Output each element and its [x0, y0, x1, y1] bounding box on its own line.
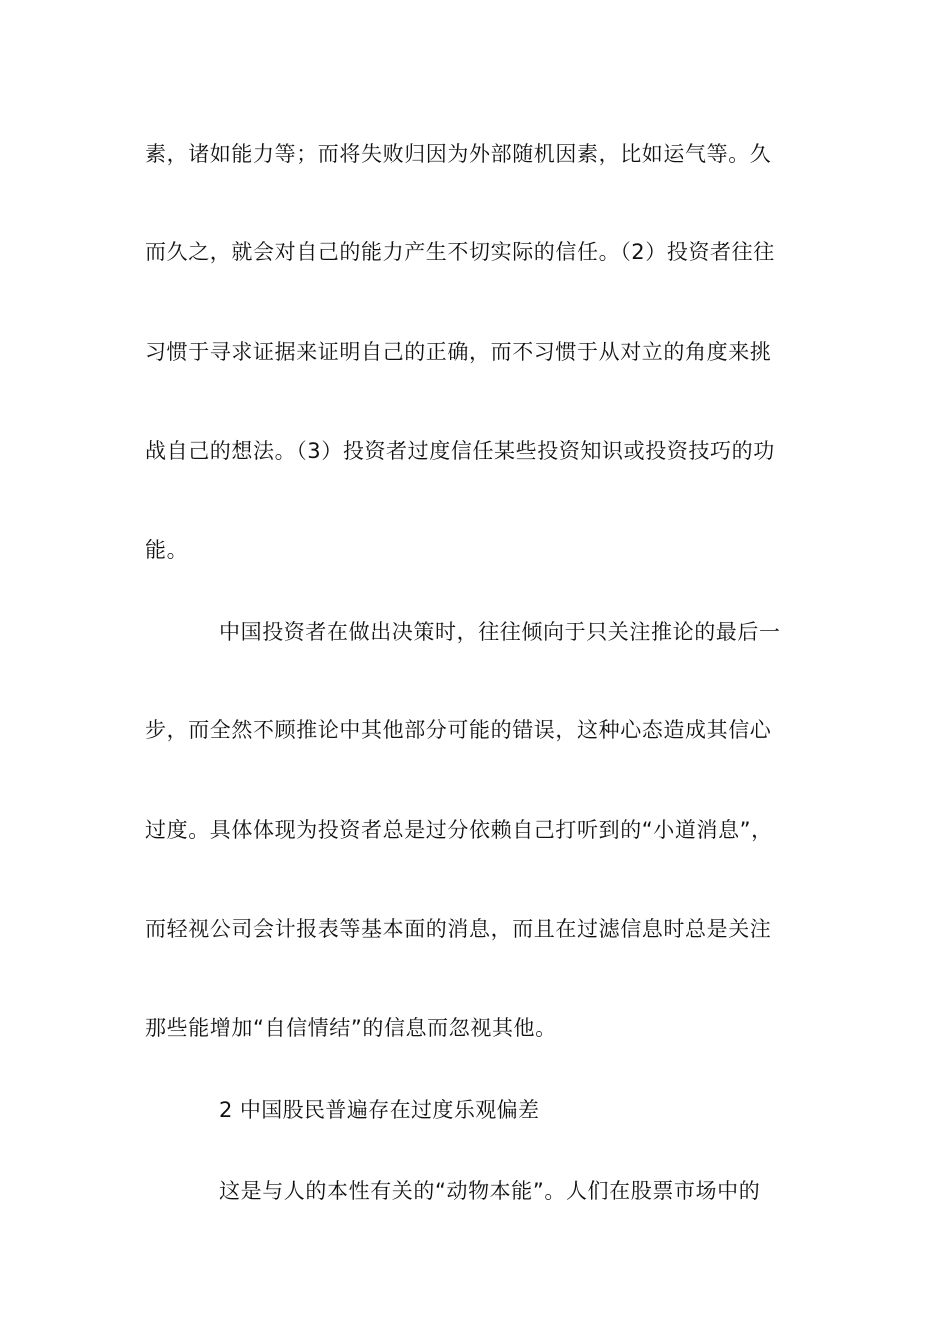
paragraph-line: 这是与人的本性有关的“动物本能”。人们在股票市场中的 [219, 1179, 761, 1203]
paragraph-line: 那些能增加“自信情结”的信息而忽视其他。 [145, 1016, 557, 1040]
paragraph-line: 过度。具体体现为投资者总是过分依赖自己打听到的“小道消息”， [145, 818, 773, 842]
paragraph-line: 习惯于寻求证据来证明自己的正确，而不习惯于从对立的角度来挑 [145, 340, 772, 364]
section-heading: 2 中国股民普遍存在过度乐观偏差 [219, 1098, 540, 1122]
paragraph-line: 素，诸如能力等；而将失败归因为外部随机因素，比如运气等。久 [145, 142, 772, 166]
paragraph-line: 战自己的想法。（3）投资者过度信任某些投资知识或投资技巧的功 [145, 439, 775, 463]
paragraph-line: 而久之，就会对自己的能力产生不切实际的信任。（2）投资者往往 [145, 240, 775, 264]
paragraph-line: 中国投资者在做出决策时，往往倾向于只关注推论的最后一 [219, 620, 781, 644]
paragraph-line: 能。 [145, 538, 189, 562]
paragraph-line: 步，而全然不顾推论中其他部分可能的错误，这种心态造成其信心 [145, 718, 772, 742]
paragraph-line: 而轻视公司会计报表等基本面的消息，而且在过滤信息时总是关注 [145, 917, 772, 941]
